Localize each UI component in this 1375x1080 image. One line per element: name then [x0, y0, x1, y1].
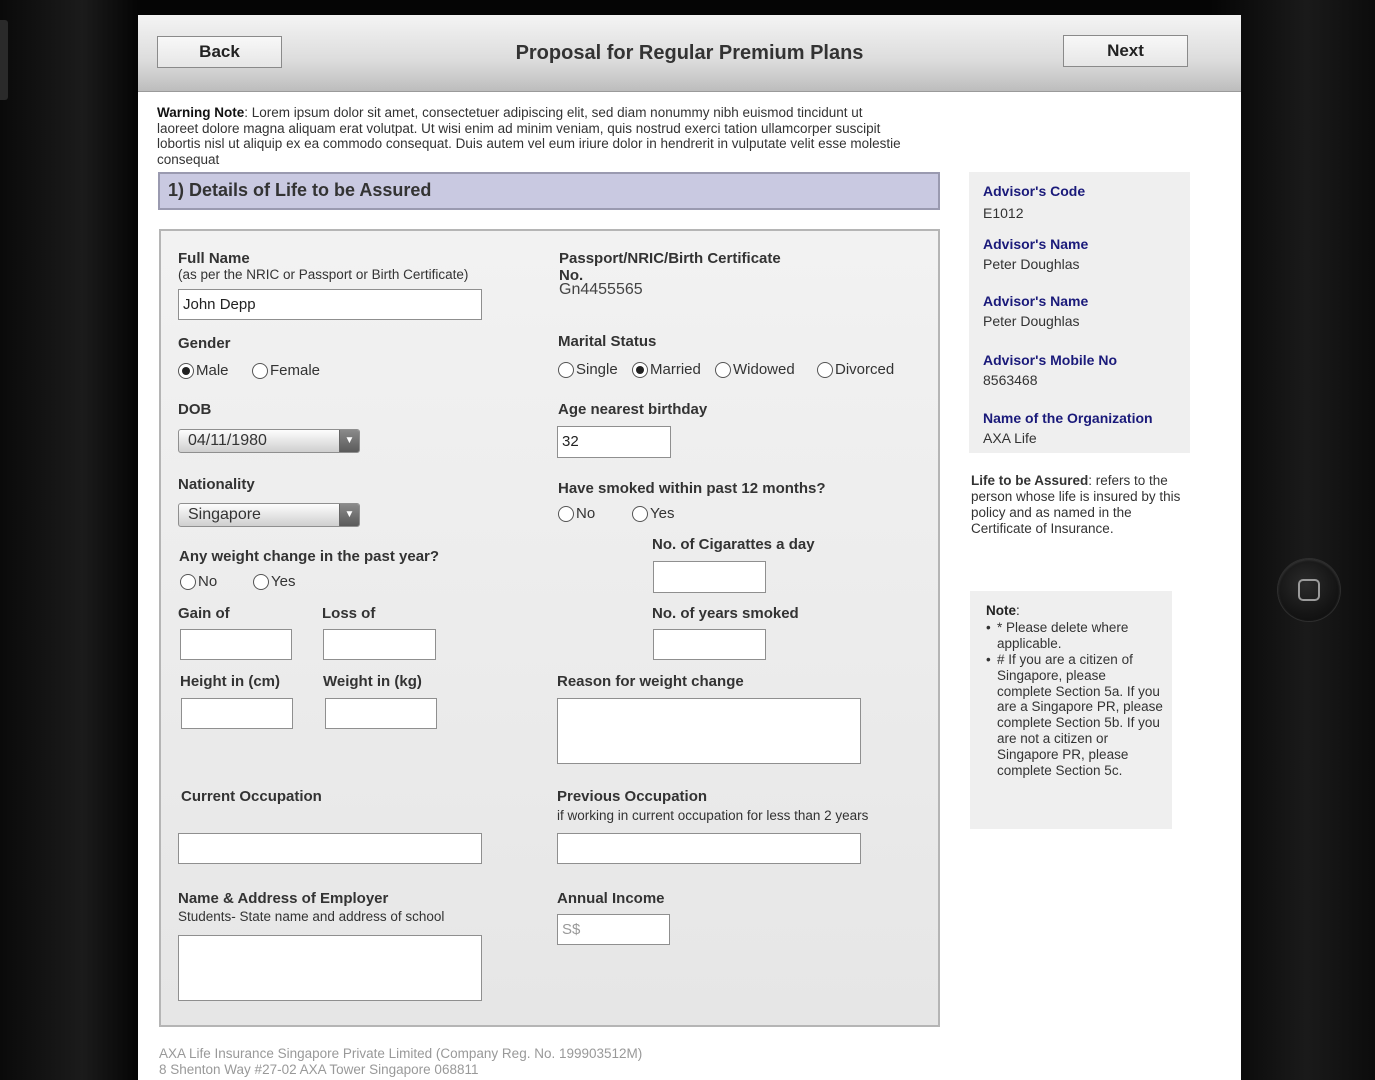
gender-female-radio[interactable]	[252, 362, 320, 379]
marital-status-label: Marital Status	[558, 333, 657, 350]
note-item-text: # If you are a citizen of Singapore, please complete Section 5a. If you are a Singapore PR, please complete Section 5b. If you are not a citizen or Singapore PR, please complete Section 5c.	[997, 652, 1163, 778]
gender-male-label: Male	[196, 362, 229, 379]
cigarettes-label: No. of Cigarattes a day	[652, 536, 815, 553]
dob-value: 04/11/1980	[188, 432, 267, 449]
marital-married-radio[interactable]	[632, 361, 701, 378]
advisor-mobile-value: 8563468	[983, 372, 1038, 388]
nationality-label: Nationality	[178, 476, 255, 493]
footer-address: 8 Shenton Way #27-02 AXA Tower Singapore 068811	[159, 1062, 479, 1077]
employer-sub: Students- State name and address of school	[178, 909, 445, 924]
age-input[interactable]: 32	[557, 426, 671, 458]
warning-note	[157, 105, 902, 167]
advisor-code-value: E1012	[983, 205, 1024, 221]
weight-change-yes-radio[interactable]	[253, 573, 295, 590]
smoked-label: Have smoked within past 12 months?	[558, 480, 826, 497]
bullet-icon: •	[986, 652, 991, 667]
dob-label: DOB	[178, 401, 212, 418]
radio-unchecked-icon	[558, 362, 574, 378]
home-button[interactable]	[1278, 559, 1340, 621]
nationality-select[interactable]	[178, 503, 360, 527]
device-side-button	[0, 20, 8, 100]
weight-label: Weight in (kg)	[323, 673, 422, 690]
gender-female-label: Female	[270, 362, 321, 379]
previous-occupation-label: Previous Occupation	[557, 788, 708, 805]
screen	[138, 15, 1241, 1080]
note-title-text: Note	[986, 603, 1016, 618]
note-item-text: * Please delete where applicable.	[997, 620, 1129, 651]
nationality-value: Singapore	[188, 506, 261, 523]
page-title: Proposal for Regular Premium Plans	[515, 42, 864, 64]
smoked-no-label: No	[576, 505, 596, 522]
radio-unchecked-icon	[632, 506, 648, 522]
radio-unchecked-icon	[180, 574, 196, 590]
advisor-panel	[969, 172, 1190, 453]
radio-unchecked-icon	[558, 506, 574, 522]
advisor-name2-label: Advisor's Name	[983, 293, 1089, 309]
smoked-yes-label: Yes	[650, 505, 675, 522]
gain-label: Gain of	[178, 605, 230, 622]
cigarettes-input[interactable]	[653, 561, 766, 593]
form-panel	[159, 229, 940, 1027]
passport-value: Gn4455565	[559, 281, 643, 298]
bullet-icon: •	[986, 620, 991, 635]
radio-unchecked-icon	[817, 362, 833, 378]
marital-divorced-radio[interactable]	[817, 361, 894, 378]
life-assured-text: : refers to the person whose life is insured by this policy and as named in the Certificate of Insurance.	[971, 473, 1181, 536]
smoked-yes-radio[interactable]	[632, 505, 674, 522]
radio-unchecked-icon	[252, 363, 268, 379]
marital-single-radio[interactable]	[558, 361, 618, 378]
radio-unchecked-icon	[715, 362, 731, 378]
passport-label-no: No.	[559, 267, 584, 284]
age-label: Age nearest birthday	[558, 401, 708, 418]
radio-checked-icon	[632, 362, 648, 378]
radio-checked-icon	[178, 363, 194, 379]
note-item	[986, 652, 1164, 778]
annual-income-input[interactable]: S$	[557, 914, 670, 945]
advisor-name-value: Peter Doughlas	[983, 256, 1080, 272]
gender-male-radio[interactable]	[178, 362, 229, 379]
years-smoked-input[interactable]	[653, 629, 766, 660]
back-button[interactable]: Back	[157, 36, 282, 68]
home-square-icon	[1298, 579, 1320, 601]
weight-change-no-radio[interactable]	[180, 573, 217, 590]
note-item	[986, 620, 1164, 652]
height-input[interactable]	[181, 698, 293, 729]
life-assured-label: Life to be Assured	[971, 473, 1089, 488]
employer-label: Name & Address of Employer	[178, 890, 389, 907]
height-label: Height in (cm)	[180, 673, 280, 690]
dob-select[interactable]	[178, 429, 360, 453]
marital-married-label: Married	[650, 361, 701, 378]
weight-change-yes-label: Yes	[271, 573, 296, 590]
previous-occupation-input[interactable]	[557, 833, 861, 864]
weight-input[interactable]	[325, 698, 437, 729]
employer-textarea[interactable]	[178, 935, 482, 1001]
organization-label: Name of the Organization	[983, 410, 1153, 426]
advisor-code-label: Advisor's Code	[983, 183, 1086, 199]
advisor-mobile-label: Advisor's Mobile No	[983, 352, 1118, 368]
loss-label: Loss of	[322, 605, 376, 622]
marital-widowed-radio[interactable]	[715, 361, 795, 378]
advisor-name2-value: Peter Doughlas	[983, 313, 1080, 329]
note-title	[986, 603, 1020, 618]
reason-textarea[interactable]	[557, 698, 861, 764]
current-occupation-input[interactable]	[178, 833, 482, 864]
years-smoked-label: No. of years smoked	[652, 605, 799, 622]
life-assured-note	[971, 473, 1186, 537]
section-title: 1) Details of Life to be Assured	[158, 172, 940, 210]
dropdown-arrow-icon: ▼	[339, 504, 359, 526]
full-name-sub: (as per the NRIC or Passport or Birth Certificate)	[178, 267, 469, 282]
footer	[159, 1046, 642, 1078]
passport-label: Passport/NRIC/Birth Certificate	[559, 250, 781, 267]
marital-single-label: Single	[576, 361, 618, 378]
previous-occupation-sub: if working in current occupation for less than 2 years	[557, 808, 869, 823]
current-occupation-label: Current Occupation	[181, 788, 322, 805]
smoked-no-radio[interactable]	[558, 505, 595, 522]
marital-divorced-label: Divorced	[835, 361, 895, 378]
gain-input[interactable]	[180, 629, 292, 660]
dropdown-arrow-icon: ▼	[339, 430, 359, 452]
header-bar	[138, 15, 1241, 92]
footer-company: AXA Life Insurance Singapore Private Limited (Company Reg. No. 199903512M)	[159, 1046, 643, 1061]
full-name-label: Full Name	[178, 250, 250, 267]
warning-label: Warning Note	[157, 105, 245, 120]
weight-change-no-label: No	[198, 573, 218, 590]
full-name-input[interactable]: John Depp	[178, 289, 482, 320]
advisor-name-label: Advisor's Name	[983, 236, 1089, 252]
next-button[interactable]: Next	[1063, 35, 1188, 67]
annual-income-label: Annual Income	[557, 890, 665, 907]
loss-input[interactable]	[323, 629, 436, 660]
organization-value: AXA Life	[983, 430, 1037, 446]
weight-change-label: Any weight change in the past year?	[179, 548, 440, 565]
warning-text: : Lorem ipsum dolor sit amet, consectetuer adipiscing elit, sed diam nonummy nibh euismod tincidunt ut laoreet dolore magna aliquam erat volutpat. Ut wisi enim ad minim veniam, quis nostrud exerci tation ullamcorper suscipit lobortis nisl ut aliquip ex ea commodo consequat. Duis autem vel eum iriure dolor in hendrerit in vulputate velit esse molestie consequat	[157, 105, 901, 167]
gender-label: Gender	[178, 335, 231, 352]
marital-widowed-label: Widowed	[733, 361, 795, 378]
radio-unchecked-icon	[253, 574, 269, 590]
reason-label: Reason for weight change	[557, 673, 744, 690]
note-panel	[970, 591, 1172, 829]
note-title-colon: :	[1016, 603, 1020, 618]
